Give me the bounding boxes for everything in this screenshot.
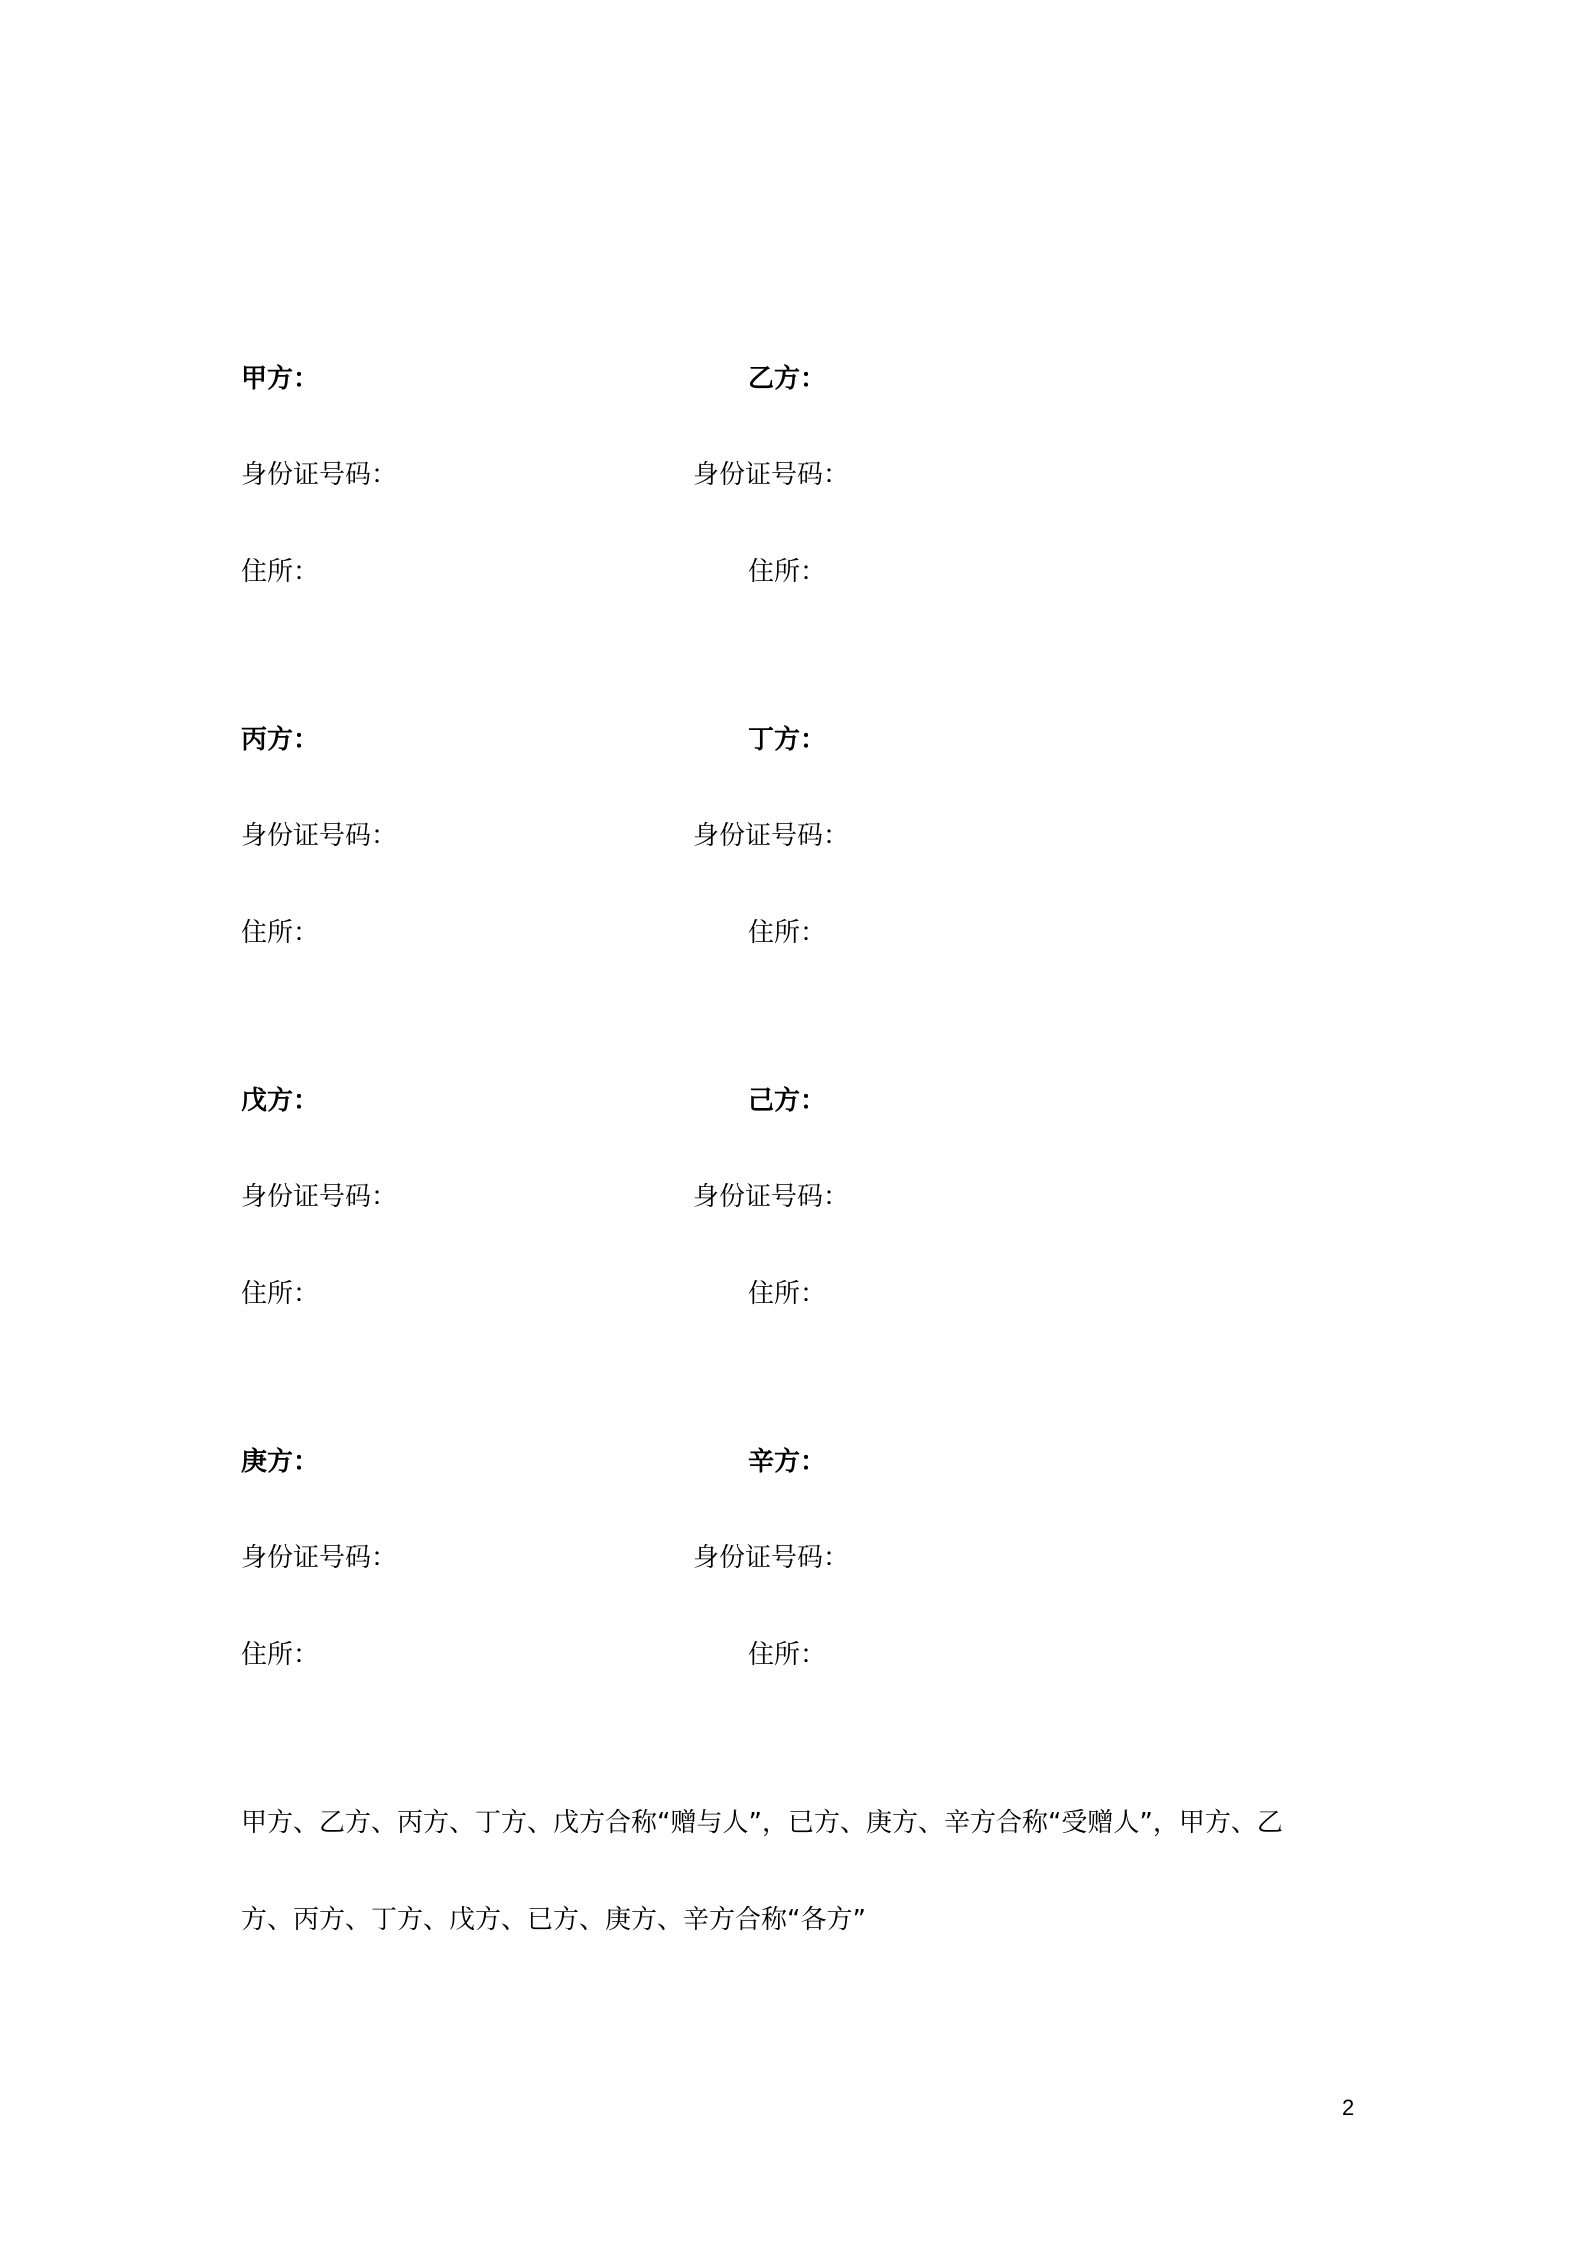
id-label-yi: 身份证号码： [693,460,850,490]
id-label-ding: 身份证号码： [693,821,850,851]
address-label-xin: 住所： [748,1640,827,1670]
party-block-3 [0,1084,1586,1374]
summary-line-1: 甲方、乙方、丙方、丁方、戊方合称“赠与人”，已方、庚方、辛方合称“受赠人”，甲方、乙 [241,1808,1283,1838]
party-name-ding: 丁方： [748,725,827,755]
id-label-geng: 身份证号码： [241,1543,398,1573]
id-label-jia: 身份证号码： [241,460,398,490]
party-name-ji: 己方： [748,1086,827,1116]
party-block-4 [0,1445,1586,1735]
party-name-wu: 戊方： [241,1086,320,1116]
id-label-bing: 身份证号码： [241,821,398,851]
party-name-xin: 辛方： [748,1447,827,1477]
party-name-yi: 乙方： [748,364,827,394]
id-label-xin: 身份证号码： [693,1543,850,1573]
party-name-jia: 甲方： [241,364,320,394]
address-label-ji: 住所： [748,1279,827,1309]
party-block-2 [0,723,1586,1013]
address-label-geng: 住所： [241,1640,320,1670]
id-label-wu: 身份证号码： [241,1182,398,1212]
party-block-1 [0,362,1586,652]
address-label-ding: 住所： [748,918,827,948]
address-label-jia: 住所： [241,557,320,587]
summary-line-2: 方、丙方、丁方、戊方、已方、庚方、辛方合称“各方” [241,1905,866,1935]
party-name-bing: 丙方： [241,725,320,755]
page-number: 2 [1342,2095,1355,2120]
id-label-ji: 身份证号码： [693,1182,850,1212]
address-label-yi: 住所： [748,557,827,587]
address-label-wu: 住所： [241,1279,320,1309]
party-name-geng: 庚方： [241,1447,320,1477]
address-label-bing: 住所： [241,918,320,948]
